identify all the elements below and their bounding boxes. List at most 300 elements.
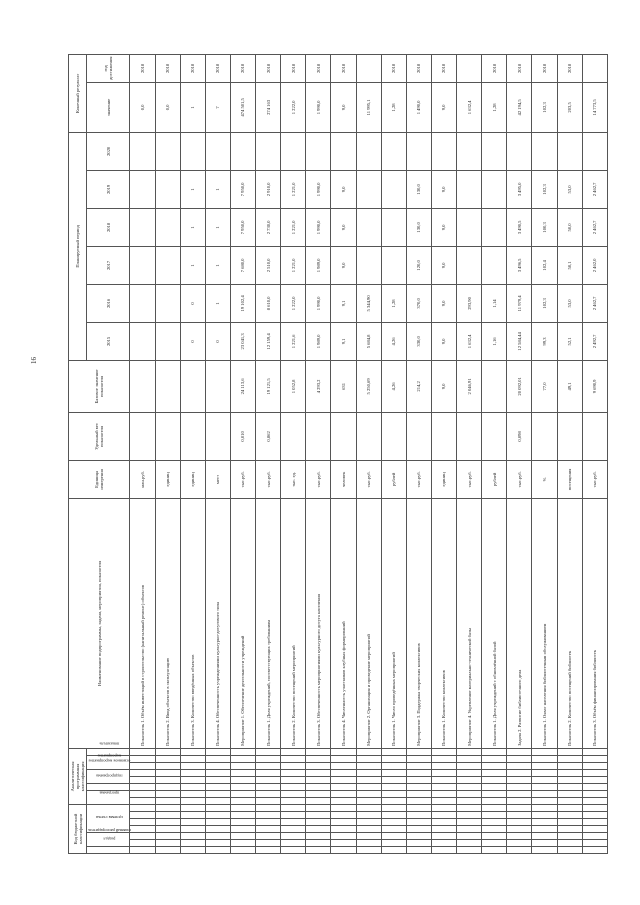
code-cell	[381, 755, 406, 762]
code-cell	[381, 769, 406, 776]
base-cell	[482, 360, 507, 412]
year-value-cell	[130, 284, 155, 322]
year-value-cell	[582, 132, 607, 170]
code-cell	[381, 847, 406, 854]
table-row	[557, 54, 582, 853]
base-cell: 2 046,91	[457, 360, 482, 412]
code-cell	[557, 847, 582, 854]
year-value-cell: 2 910,0	[256, 170, 281, 208]
name-cell: Мероприятие 3. Поддержка творческих коллективов	[406, 498, 431, 748]
table-row	[230, 54, 255, 853]
code-cell	[457, 797, 482, 804]
table-row	[431, 54, 456, 853]
final-year-cell: 2018	[205, 54, 230, 82]
year-value-cell: 3 490,5	[507, 208, 532, 246]
final-year-cell	[457, 54, 482, 82]
code-cell	[381, 762, 406, 769]
code-cell	[507, 762, 532, 769]
base-cell: 1 052,8	[281, 360, 306, 412]
weight-cell	[381, 412, 406, 460]
code-cell	[406, 804, 431, 811]
code-cell	[507, 769, 532, 776]
base-cell: 19 121,5	[256, 360, 281, 412]
code-cell	[205, 804, 230, 811]
code-cell	[230, 797, 255, 804]
code-cell	[155, 769, 180, 776]
code-cell	[507, 826, 532, 833]
code-cell	[482, 804, 507, 811]
table-row	[155, 54, 180, 853]
code-cell	[281, 840, 306, 847]
year-value-cell: 1	[180, 170, 205, 208]
code-cell	[457, 826, 482, 833]
code-cell	[256, 783, 281, 790]
unit-header: Единица измерения	[69, 460, 130, 498]
code-cell	[532, 812, 557, 819]
code-cell	[381, 812, 406, 819]
program-table	[68, 54, 608, 854]
year-value-cell: 1	[180, 246, 205, 284]
name-cell: Показатель 4. Обеспеченность учреждениями культурно-досугового типа	[205, 498, 230, 748]
code-cell	[406, 812, 431, 819]
code-cell	[180, 826, 205, 833]
final-year-cell: 2018	[381, 54, 406, 82]
code-cell	[532, 783, 557, 790]
code-cell	[130, 804, 155, 811]
weight-cell	[431, 412, 456, 460]
code-cell	[256, 797, 281, 804]
code-cell	[331, 748, 356, 755]
table-row	[507, 54, 532, 853]
code-cell	[356, 804, 381, 811]
code-cell	[230, 833, 255, 840]
final-year-cell: 2018	[482, 54, 507, 82]
code-cell	[180, 847, 205, 854]
code-cell	[180, 812, 205, 819]
code-cell	[507, 833, 532, 840]
code-cell	[281, 812, 306, 819]
base-cell	[205, 360, 230, 412]
unit-cell: тыс. ед.	[281, 460, 306, 498]
code-cell	[557, 769, 582, 776]
year-value-cell	[155, 322, 180, 360]
code-cell	[381, 819, 406, 826]
code-cell	[306, 762, 331, 769]
year-value-cell	[356, 132, 381, 170]
weight-cell	[306, 412, 331, 460]
code-cell	[507, 783, 532, 790]
table-row	[306, 54, 331, 853]
code-cell	[532, 840, 557, 847]
code-cell	[180, 790, 205, 797]
code-cell	[230, 826, 255, 833]
code-cell	[331, 755, 356, 762]
year-value-cell	[130, 170, 155, 208]
code-cell	[406, 790, 431, 797]
year-value-cell: 370,0	[406, 284, 431, 322]
year-value-cell: 5 684,8	[356, 322, 381, 360]
unit-cell: тыс.руб.	[582, 460, 607, 498]
code-cell	[457, 769, 482, 776]
code-cell	[331, 840, 356, 847]
code-cell	[281, 804, 306, 811]
name-cell: Показатель 1. Объём инвестиций в строительство (капитальный ремонт) объектов	[130, 498, 155, 748]
code-cell	[130, 840, 155, 847]
year-value-cell: 9,0	[431, 170, 456, 208]
code-cell	[457, 755, 482, 762]
name-cell: Показатель 1. Количество коллективов	[431, 498, 456, 748]
code-cell	[306, 847, 331, 854]
unit-cell: единиц	[180, 460, 205, 498]
year-value-cell: 9,1	[331, 322, 356, 360]
page-number: 16	[30, 357, 38, 364]
code-cell	[582, 776, 607, 783]
final-value-cell: 1 990,0	[306, 82, 331, 132]
code-cell	[155, 790, 180, 797]
table-row	[180, 54, 205, 853]
table-row	[205, 54, 230, 853]
code-cell	[155, 755, 180, 762]
year-2018-header: 2018	[87, 208, 130, 246]
code-cell	[356, 812, 381, 819]
code-cell	[557, 797, 582, 804]
code-cell	[557, 826, 582, 833]
code-cell	[180, 776, 205, 783]
weight-cell: 0,098	[507, 412, 532, 460]
code-cell	[406, 769, 431, 776]
code-cell	[557, 833, 582, 840]
code-cell	[356, 755, 381, 762]
year-2016-header: 2016	[87, 284, 130, 322]
code-cell	[230, 783, 255, 790]
final-value-cell: 1	[180, 82, 205, 132]
year-2017-header: 2017	[87, 246, 130, 284]
code-cell	[431, 790, 456, 797]
code-cell	[281, 748, 306, 755]
code-cell	[557, 819, 582, 826]
code-cell	[557, 812, 582, 819]
final-year-cell: 2018	[155, 54, 180, 82]
code-cell	[482, 776, 507, 783]
code-cell	[306, 783, 331, 790]
year-value-cell	[457, 246, 482, 284]
code-cell	[431, 804, 456, 811]
year-value-cell: 2 462,7	[582, 208, 607, 246]
code-cell	[230, 812, 255, 819]
code-cell	[230, 769, 255, 776]
code-cell	[482, 769, 507, 776]
year-value-cell: 9,0	[431, 284, 456, 322]
code-cell	[256, 762, 281, 769]
code-cell	[507, 804, 532, 811]
year-value-cell	[381, 132, 406, 170]
year-value-cell: 1	[205, 246, 230, 284]
weight-cell	[406, 412, 431, 460]
code-cell	[482, 833, 507, 840]
code-cell	[130, 826, 155, 833]
code-cell	[582, 769, 607, 776]
year-value-cell	[482, 246, 507, 284]
year-value-cell: 12 584,44	[507, 322, 532, 360]
year-value-cell	[180, 132, 205, 170]
code-cell	[180, 833, 205, 840]
year-value-cell	[532, 132, 557, 170]
final-year-cell: 2018	[256, 54, 281, 82]
name-cell: Показатель 1. Доля учреждений, соответствующих требованиям	[256, 498, 281, 748]
year-value-cell	[356, 246, 381, 284]
code-cell	[256, 812, 281, 819]
year-value-cell: 2 462,7	[582, 170, 607, 208]
code-cell	[331, 847, 356, 854]
year-value-cell: 1 990,0	[306, 284, 331, 322]
year-value-cell: 1,28	[381, 284, 406, 322]
code-cell	[205, 833, 230, 840]
final-year-cell: 2018	[431, 54, 456, 82]
base-cell: 9 690,9	[582, 360, 607, 412]
code-cell	[155, 819, 180, 826]
code-cell	[331, 797, 356, 804]
year-2015-header: 2015	[87, 322, 130, 360]
year-value-cell: 50,0	[557, 208, 582, 246]
code-cell	[205, 776, 230, 783]
code-cell	[281, 797, 306, 804]
final-value-cell: 1,28	[381, 82, 406, 132]
code-cell	[155, 812, 180, 819]
unit-cell: посещения	[557, 460, 582, 498]
code-cell	[457, 804, 482, 811]
code-cell	[557, 783, 582, 790]
year-value-cell: 9,0	[431, 208, 456, 246]
year-value-cell: 293,90	[457, 284, 482, 322]
final-year-cell	[356, 54, 381, 82]
year-value-cell: 7 950,0	[230, 208, 255, 246]
year-value-cell: 9,0	[431, 322, 456, 360]
final-year-cell: 2018	[532, 54, 557, 82]
code-cell	[406, 776, 431, 783]
unit-cell: рублей	[381, 460, 406, 498]
final-year-cell: 2018	[281, 54, 306, 82]
year-value-cell: 0	[180, 322, 205, 360]
name-cell: Показатель 4. Численность участников клубных формирований	[331, 498, 356, 748]
code-cell	[431, 847, 456, 854]
code-cell	[582, 840, 607, 847]
code-cell	[130, 790, 155, 797]
name-cell: Показатель 3. Обеспеченность мероприятиями культурного досуга населения	[306, 498, 331, 748]
code-cell	[356, 819, 381, 826]
code-cell	[331, 769, 356, 776]
code-cell	[281, 833, 306, 840]
code-cell	[331, 804, 356, 811]
year-value-cell: 9,0	[331, 170, 356, 208]
code-cell	[281, 847, 306, 854]
final-value-cell: 9,0	[331, 82, 356, 132]
code-cell	[582, 762, 607, 769]
final-value-cell: 42 194,5	[507, 82, 532, 132]
year-value-cell: 12 159,4	[256, 322, 281, 360]
year-value-cell	[205, 132, 230, 170]
code-cell	[582, 847, 607, 854]
weight-cell	[457, 412, 482, 460]
name-cell: Показатель 1. Охват населения библиотечным обслуживанием	[532, 498, 557, 748]
final-year-cell	[582, 54, 607, 82]
name-cell: Показатель 1. Доля учреждений с обновлённой базой	[482, 498, 507, 748]
base-cell	[180, 360, 205, 412]
year-value-cell	[457, 132, 482, 170]
year-value-cell: 130,0	[406, 208, 431, 246]
year-value-cell: 1 989,0	[306, 322, 331, 360]
code-cell	[406, 797, 431, 804]
code-cell	[406, 847, 431, 854]
year-value-cell	[230, 132, 255, 170]
code-cell	[155, 762, 180, 769]
code-cell	[155, 783, 180, 790]
unit-cell: человек	[331, 460, 356, 498]
code-cell	[431, 769, 456, 776]
base-cell: 4 293,2	[306, 360, 331, 412]
weight-cell	[482, 412, 507, 460]
col-target-header: целевая статья	[87, 804, 130, 832]
weight-cell	[205, 412, 230, 460]
code-cell	[331, 762, 356, 769]
year-value-cell: 52,1	[557, 322, 582, 360]
code-cell	[155, 776, 180, 783]
code-cell	[281, 762, 306, 769]
weight-cell: 0,010	[230, 412, 255, 460]
code-cell	[557, 755, 582, 762]
code-cell	[557, 790, 582, 797]
year-value-cell	[281, 132, 306, 170]
year-value-cell: 19 102,4	[230, 284, 255, 322]
final-year-cell: 2018	[557, 54, 582, 82]
final-value-cell: 7	[205, 82, 230, 132]
table-row	[482, 54, 507, 853]
year-value-cell: 1 221,0	[281, 170, 306, 208]
year-value-cell	[356, 208, 381, 246]
code-cell	[457, 812, 482, 819]
final-value-cell: 11 995,1	[356, 82, 381, 132]
code-cell	[155, 748, 180, 755]
year-value-cell	[130, 322, 155, 360]
code-cell	[406, 755, 431, 762]
code-cell	[482, 847, 507, 854]
year-value-cell	[356, 170, 381, 208]
code-cell	[306, 840, 331, 847]
code-cell	[582, 804, 607, 811]
base-cell: 631	[331, 360, 356, 412]
name-cell: Задача 2. Развитие библиотечного дела	[507, 498, 532, 748]
name-cell: Показатель 3. Объём финансирования библиотек	[582, 498, 607, 748]
code-cell	[180, 769, 205, 776]
year-value-cell: 23 041,3	[230, 322, 255, 360]
code-cell	[205, 826, 230, 833]
code-cell	[130, 748, 155, 755]
year-value-cell: 3 495,0	[507, 170, 532, 208]
table-row	[256, 54, 281, 853]
code-cell	[230, 840, 255, 847]
code-cell	[482, 762, 507, 769]
code-cell	[507, 748, 532, 755]
code-cell	[532, 790, 557, 797]
code-cell	[507, 847, 532, 854]
code-cell	[431, 783, 456, 790]
year-value-cell	[155, 132, 180, 170]
final-value-cell: 0,0	[155, 82, 180, 132]
code-cell	[205, 840, 230, 847]
final-year-cell: 2018	[306, 54, 331, 82]
year-value-cell	[130, 208, 155, 246]
base-header: Базовое значение показателя	[69, 360, 130, 412]
code-cell	[281, 826, 306, 833]
unit-cell: тыс.руб.	[256, 460, 281, 498]
code-cell	[381, 748, 406, 755]
code-cell	[457, 840, 482, 847]
analytic-program-header: Аналитическая программная классификация	[69, 748, 87, 804]
code-cell	[381, 804, 406, 811]
code-cell	[507, 790, 532, 797]
unit-cell: тыс.руб.	[356, 460, 381, 498]
year-value-cell	[381, 170, 406, 208]
code-cell	[482, 826, 507, 833]
weight-cell	[532, 412, 557, 460]
weight-cell	[356, 412, 381, 460]
code-cell	[482, 783, 507, 790]
code-cell	[482, 819, 507, 826]
code-cell	[306, 748, 331, 755]
year-value-cell: 7 950,0	[230, 170, 255, 208]
table-row	[582, 54, 607, 853]
year-value-cell: 1 989,0	[306, 246, 331, 284]
code-cell	[381, 783, 406, 790]
name-cell: Мероприятие 1. Обеспечение деятельности учреждений	[230, 498, 255, 748]
code-cell	[457, 819, 482, 826]
code-cell	[306, 776, 331, 783]
final-result-header: Конечный результат	[69, 54, 87, 132]
final-year-cell: 2018	[230, 54, 255, 82]
code-cell	[406, 826, 431, 833]
code-cell	[381, 833, 406, 840]
final-year-cell: 2018	[406, 54, 431, 82]
final-year-cell: 2018	[180, 54, 205, 82]
col-program-header: программа	[87, 790, 130, 804]
final-value-cell: 1 222,0	[281, 82, 306, 132]
code-cell	[130, 762, 155, 769]
year-value-cell: 50,1	[557, 246, 582, 284]
code-cell	[406, 840, 431, 847]
code-cell	[155, 826, 180, 833]
code-cell	[482, 755, 507, 762]
year-value-cell: 1 222,0	[281, 284, 306, 322]
year-value-cell	[406, 132, 431, 170]
name-header: Наименование подпрограммы, задачи, мероприятия, показателя	[69, 498, 130, 748]
year-value-cell	[130, 132, 155, 170]
weight-header: Удельный вес показателя	[69, 412, 130, 460]
code-cell	[532, 833, 557, 840]
year-value-cell: 102,3	[532, 170, 557, 208]
code-cell	[281, 790, 306, 797]
unit-cell: мест	[205, 460, 230, 498]
code-cell	[130, 819, 155, 826]
code-cell	[230, 819, 255, 826]
name-cell: Показатель 2. Ввод объектов в эксплуатацию	[155, 498, 180, 748]
code-cell	[356, 833, 381, 840]
code-cell	[306, 804, 331, 811]
code-cell	[431, 748, 456, 755]
code-cell	[507, 797, 532, 804]
planned-period-header: Планируемый период	[69, 132, 87, 360]
code-cell	[256, 769, 281, 776]
code-cell	[582, 790, 607, 797]
base-cell: 49,1	[557, 360, 582, 412]
